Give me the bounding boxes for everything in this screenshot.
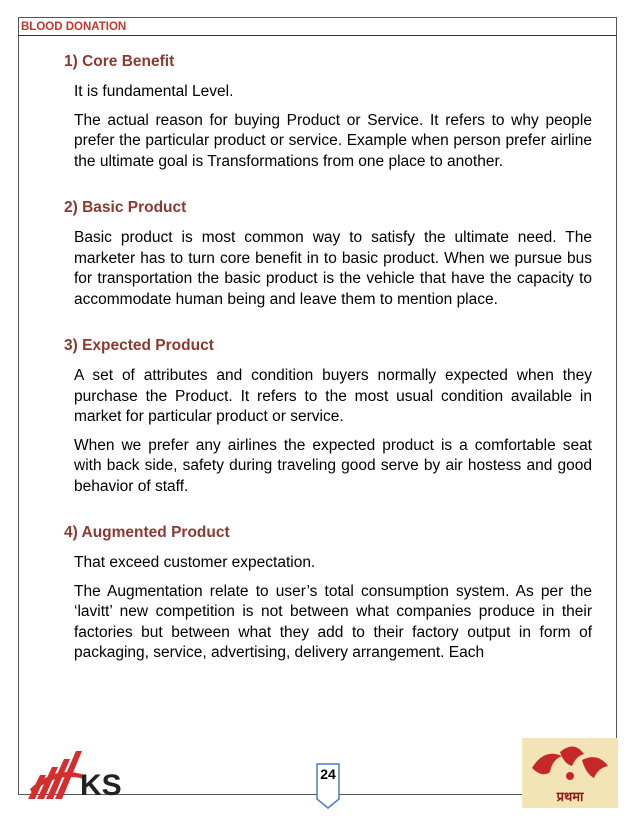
section-heading: 1) Core Benefit <box>64 53 175 70</box>
section-augmented-product <box>64 523 592 664</box>
ks-logo-text: KS <box>80 769 122 801</box>
prathama-logo <box>522 738 618 813</box>
section-core-benefit <box>64 52 592 172</box>
paragraph: The actual reason for buying Product or Service. It refers to why people prefer the particular product or service. Example when person prefer airline the ultimate goal is Transformations from one place to another. <box>74 111 592 170</box>
paragraph: It is fundamental Level. <box>74 83 234 100</box>
paragraph: When we prefer any airlines the expected product is a comfortable seat with back side, safety during traveling good serve by air hostess and good behavior of staff. <box>74 436 592 495</box>
header-title: BLOOD DONATION <box>21 21 127 33</box>
section-basic-product <box>64 198 592 310</box>
paragraph: The Augmentation relate to user’s total consumption system. As per the ‘lavitt’ new competition is not between what companies produce in their factories but between what they add to their factory output in form of packaging, service, advertising, delivery arrangement. Each <box>74 582 592 661</box>
paragraph: That exceed customer expectation. <box>74 554 316 571</box>
ks-logo <box>26 745 126 806</box>
paragraph: A set of attributes and condition buyers normally expected when they purchase the Product. It refers to the most usual condition available in market for particular product or service. <box>74 367 592 425</box>
document-body <box>64 52 592 690</box>
section-heading: 4) Augmented Product <box>64 524 230 541</box>
prathama-logo-text: प्रथमा <box>556 790 584 805</box>
section-heading: 2) Basic Product <box>64 199 187 216</box>
section-expected-product <box>64 336 592 497</box>
header-rule <box>18 35 617 36</box>
section-heading: 3) Expected Product <box>64 337 214 354</box>
page-number: 24 <box>320 766 336 782</box>
paragraph: Basic product is most common way to satisfy the ultimate need. The marketer has to turn core benefit in to basic product. When we pursue bus for transportation the basic product is the vehicle that have the capacity to accommodate human being and leave them to mention place. <box>74 229 592 308</box>
